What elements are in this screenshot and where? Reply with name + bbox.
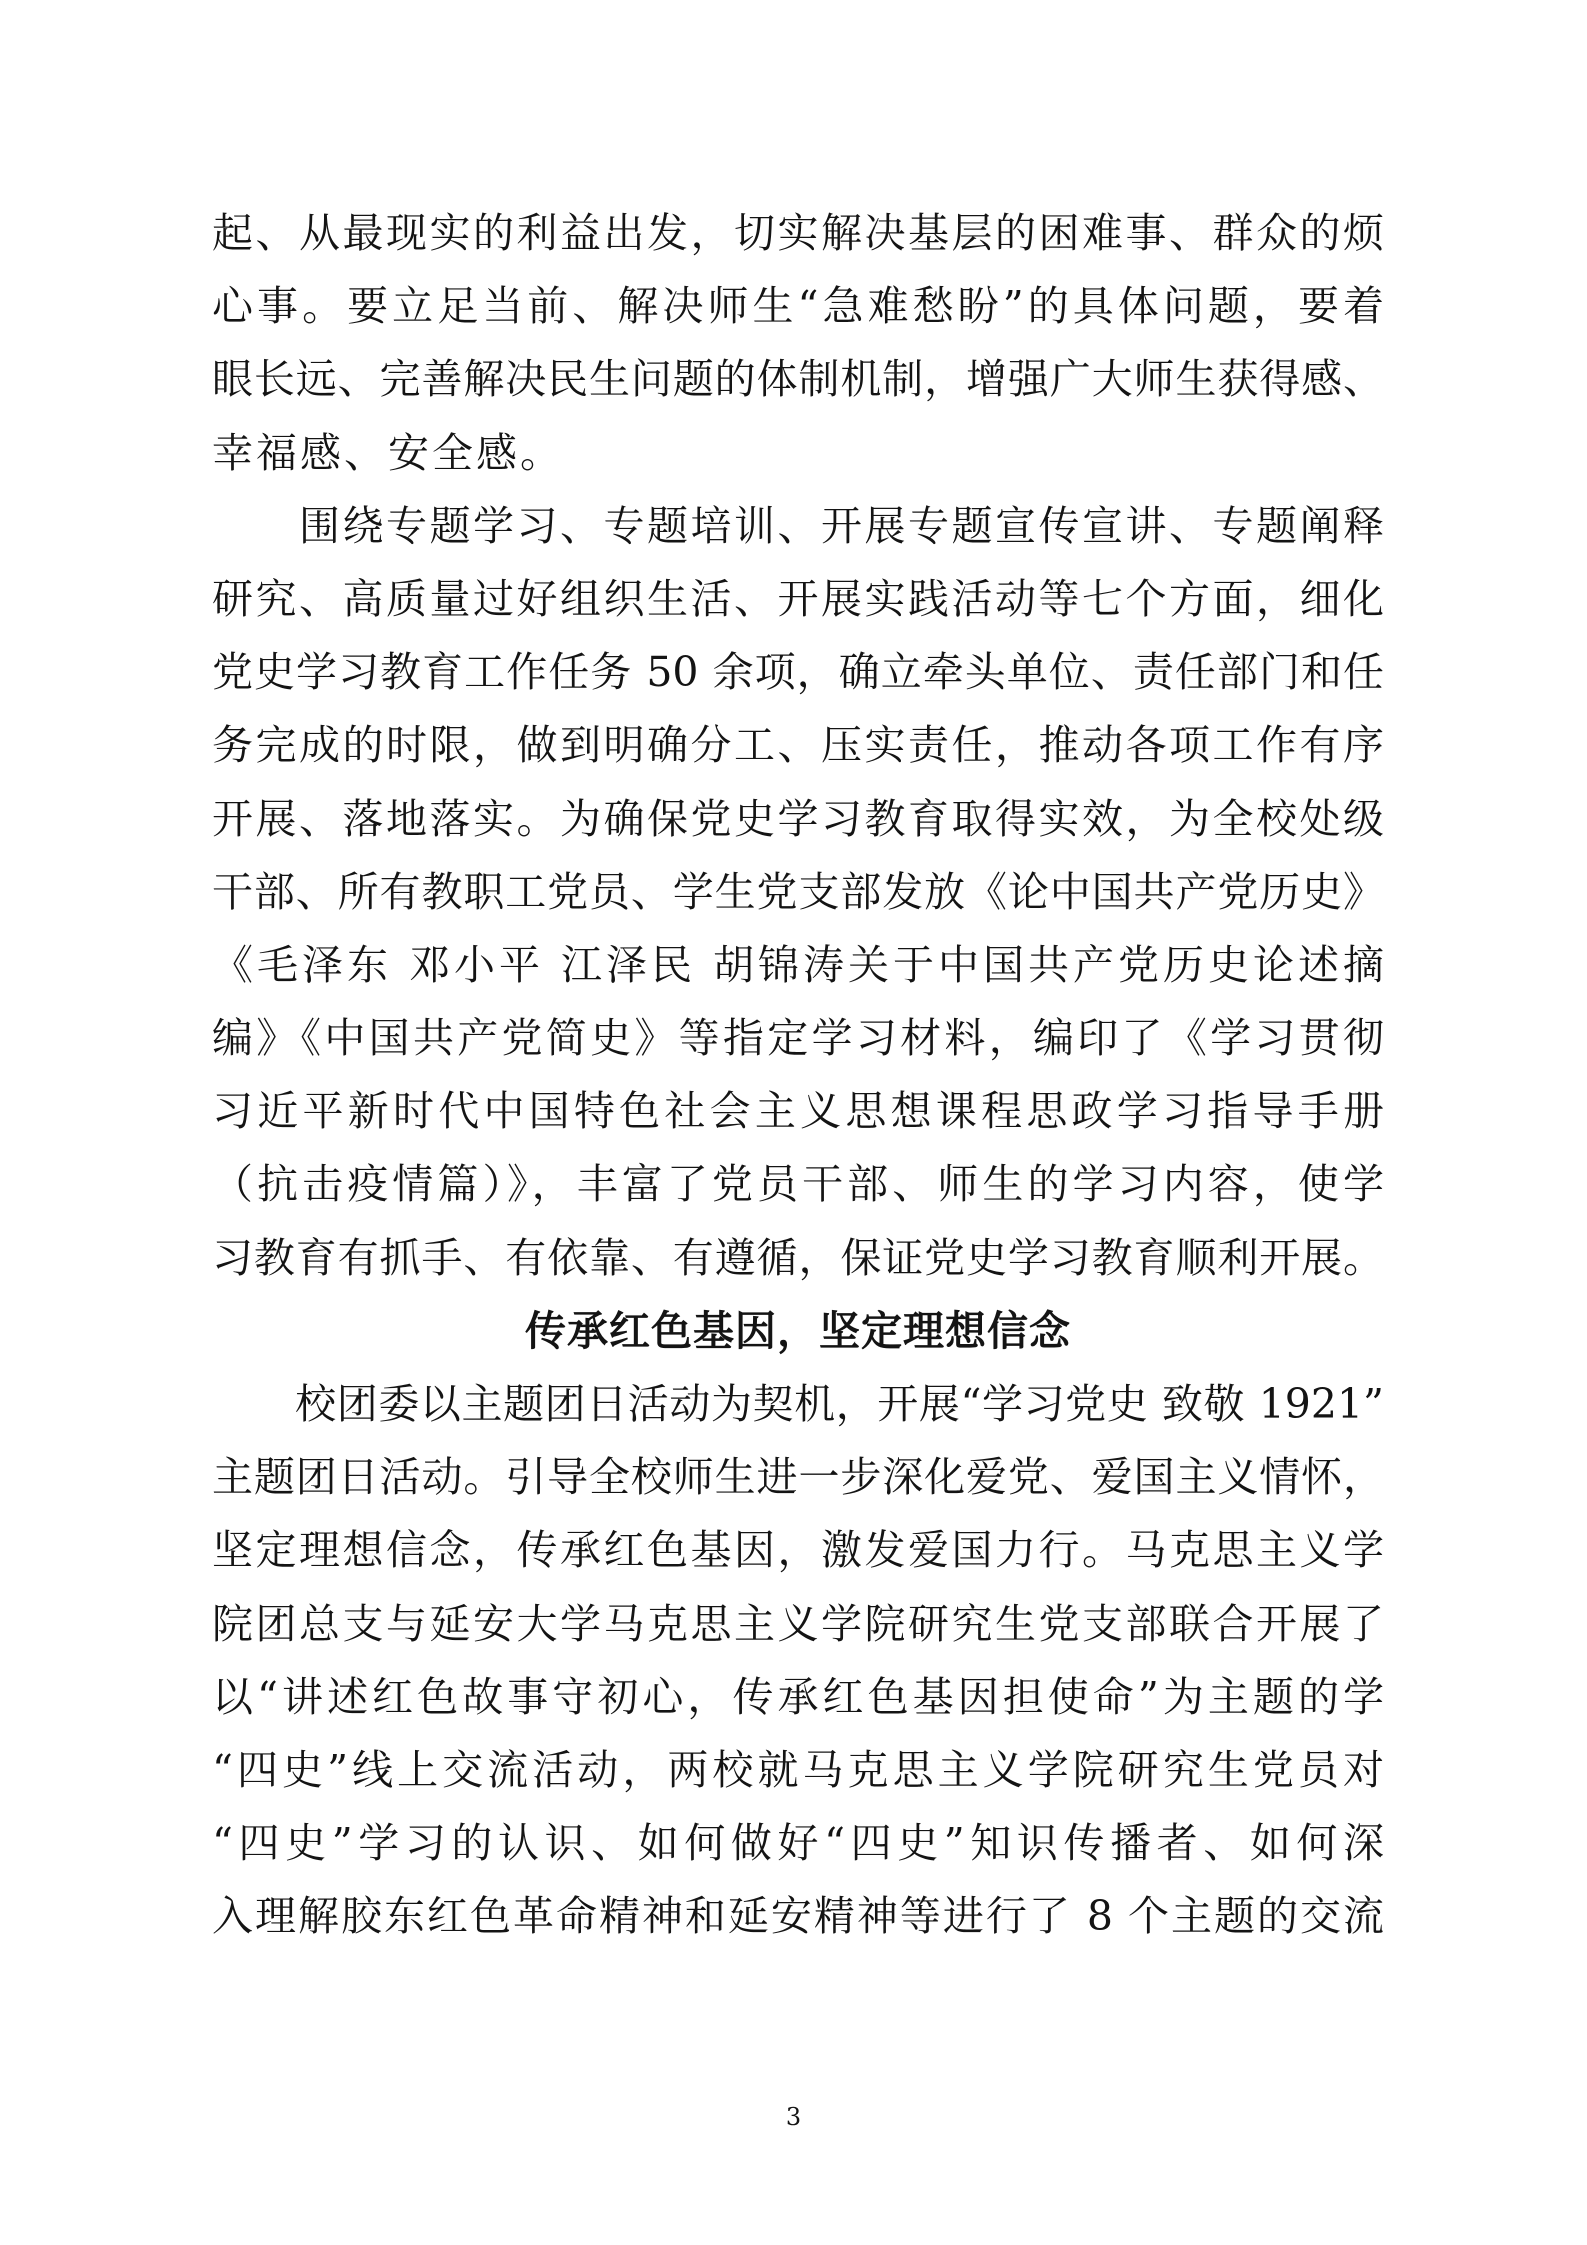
text-line: 心事。要立足当前、解决师生“急难愁盼”的具体问题，要着 <box>212 282 1384 331</box>
text-line: 起、从最现实的利益出发，切实解决基层的困难事、群众的烦 <box>212 209 1384 257</box>
text-line: 习近平新时代中国特色社会主义思想课程思政学习指导手册 <box>212 1087 1384 1136</box>
text-line: 《毛泽东 邓小平 江泽民 胡锦涛关于中国共产党历史论述摘 <box>212 940 1384 989</box>
body-text <box>212 197 1384 1954</box>
text-line: 研究、高质量过好组织生活、开展实践活动等七个方面，细化 <box>212 574 1384 623</box>
text-line: 幸福感、安全感。 <box>212 428 564 477</box>
text-line: 党史学习教育工作任务 50 余项，确立牵头单位、责任部门和任 <box>212 648 1384 697</box>
section-heading: 传承红色基因，坚定理想信念 <box>525 1306 1071 1355</box>
text-line: 主题团日活动。引导全校师生进一步深化爱党、爱国主义情怀， <box>212 1453 1384 1502</box>
text-line: 务完成的时限，做到明确分工、压实责任，推动各项工作有序 <box>212 721 1384 770</box>
text-line: 眼长远、完善解决民生问题的体制机制，增强广大师生获得感、 <box>212 355 1384 404</box>
text-line: 院团总支与延安大学马克思主义学院研究生党支部联合开展了 <box>212 1599 1384 1648</box>
page-number: 3 <box>785 2103 802 2131</box>
text-line: 坚定理想信念，传承红色基因，激发爱国力行。马克思主义学 <box>212 1526 1384 1575</box>
text-line: 开展、落地落实。为确保党史学习教育取得实效，为全校处级 <box>212 794 1384 843</box>
text-line: 校团委以主题团日活动为契机，开展“学习党史 致敬 1921” <box>212 1380 1384 1428</box>
text-line: （抗击疫情篇）》，丰富了党员干部、师生的学习内容，使学 <box>212 1160 1384 1209</box>
text-line: 习教育有抓手、有依靠、有遵循，保证党史学习教育顺利开展。 <box>212 1233 1384 1282</box>
text-line: 干部、所有教职工党员、学生党支部发放《论中国共产党历史》 <box>212 867 1384 916</box>
text-line: “四史”学习的认识、如何做好“四史”知识传播者、如何深 <box>212 1819 1384 1868</box>
text-line: 围绕专题学习、专题培训、开展专题宣传宣讲、专题阐释 <box>212 501 1384 550</box>
text-line: 以“讲述红色故事守初心，传承红色基因担使命”为主题的学 <box>212 1672 1384 1721</box>
text-line: 编》《中国共产党简史》等指定学习材料，编印了《学习贯彻 <box>212 1014 1384 1063</box>
text-line: 入理解胶东红色革命精神和延安精神等进行了 8 个主题的交流 <box>212 1892 1384 1941</box>
text-line: “四史”线上交流活动，两校就马克思主义学院研究生党员对 <box>212 1745 1384 1794</box>
